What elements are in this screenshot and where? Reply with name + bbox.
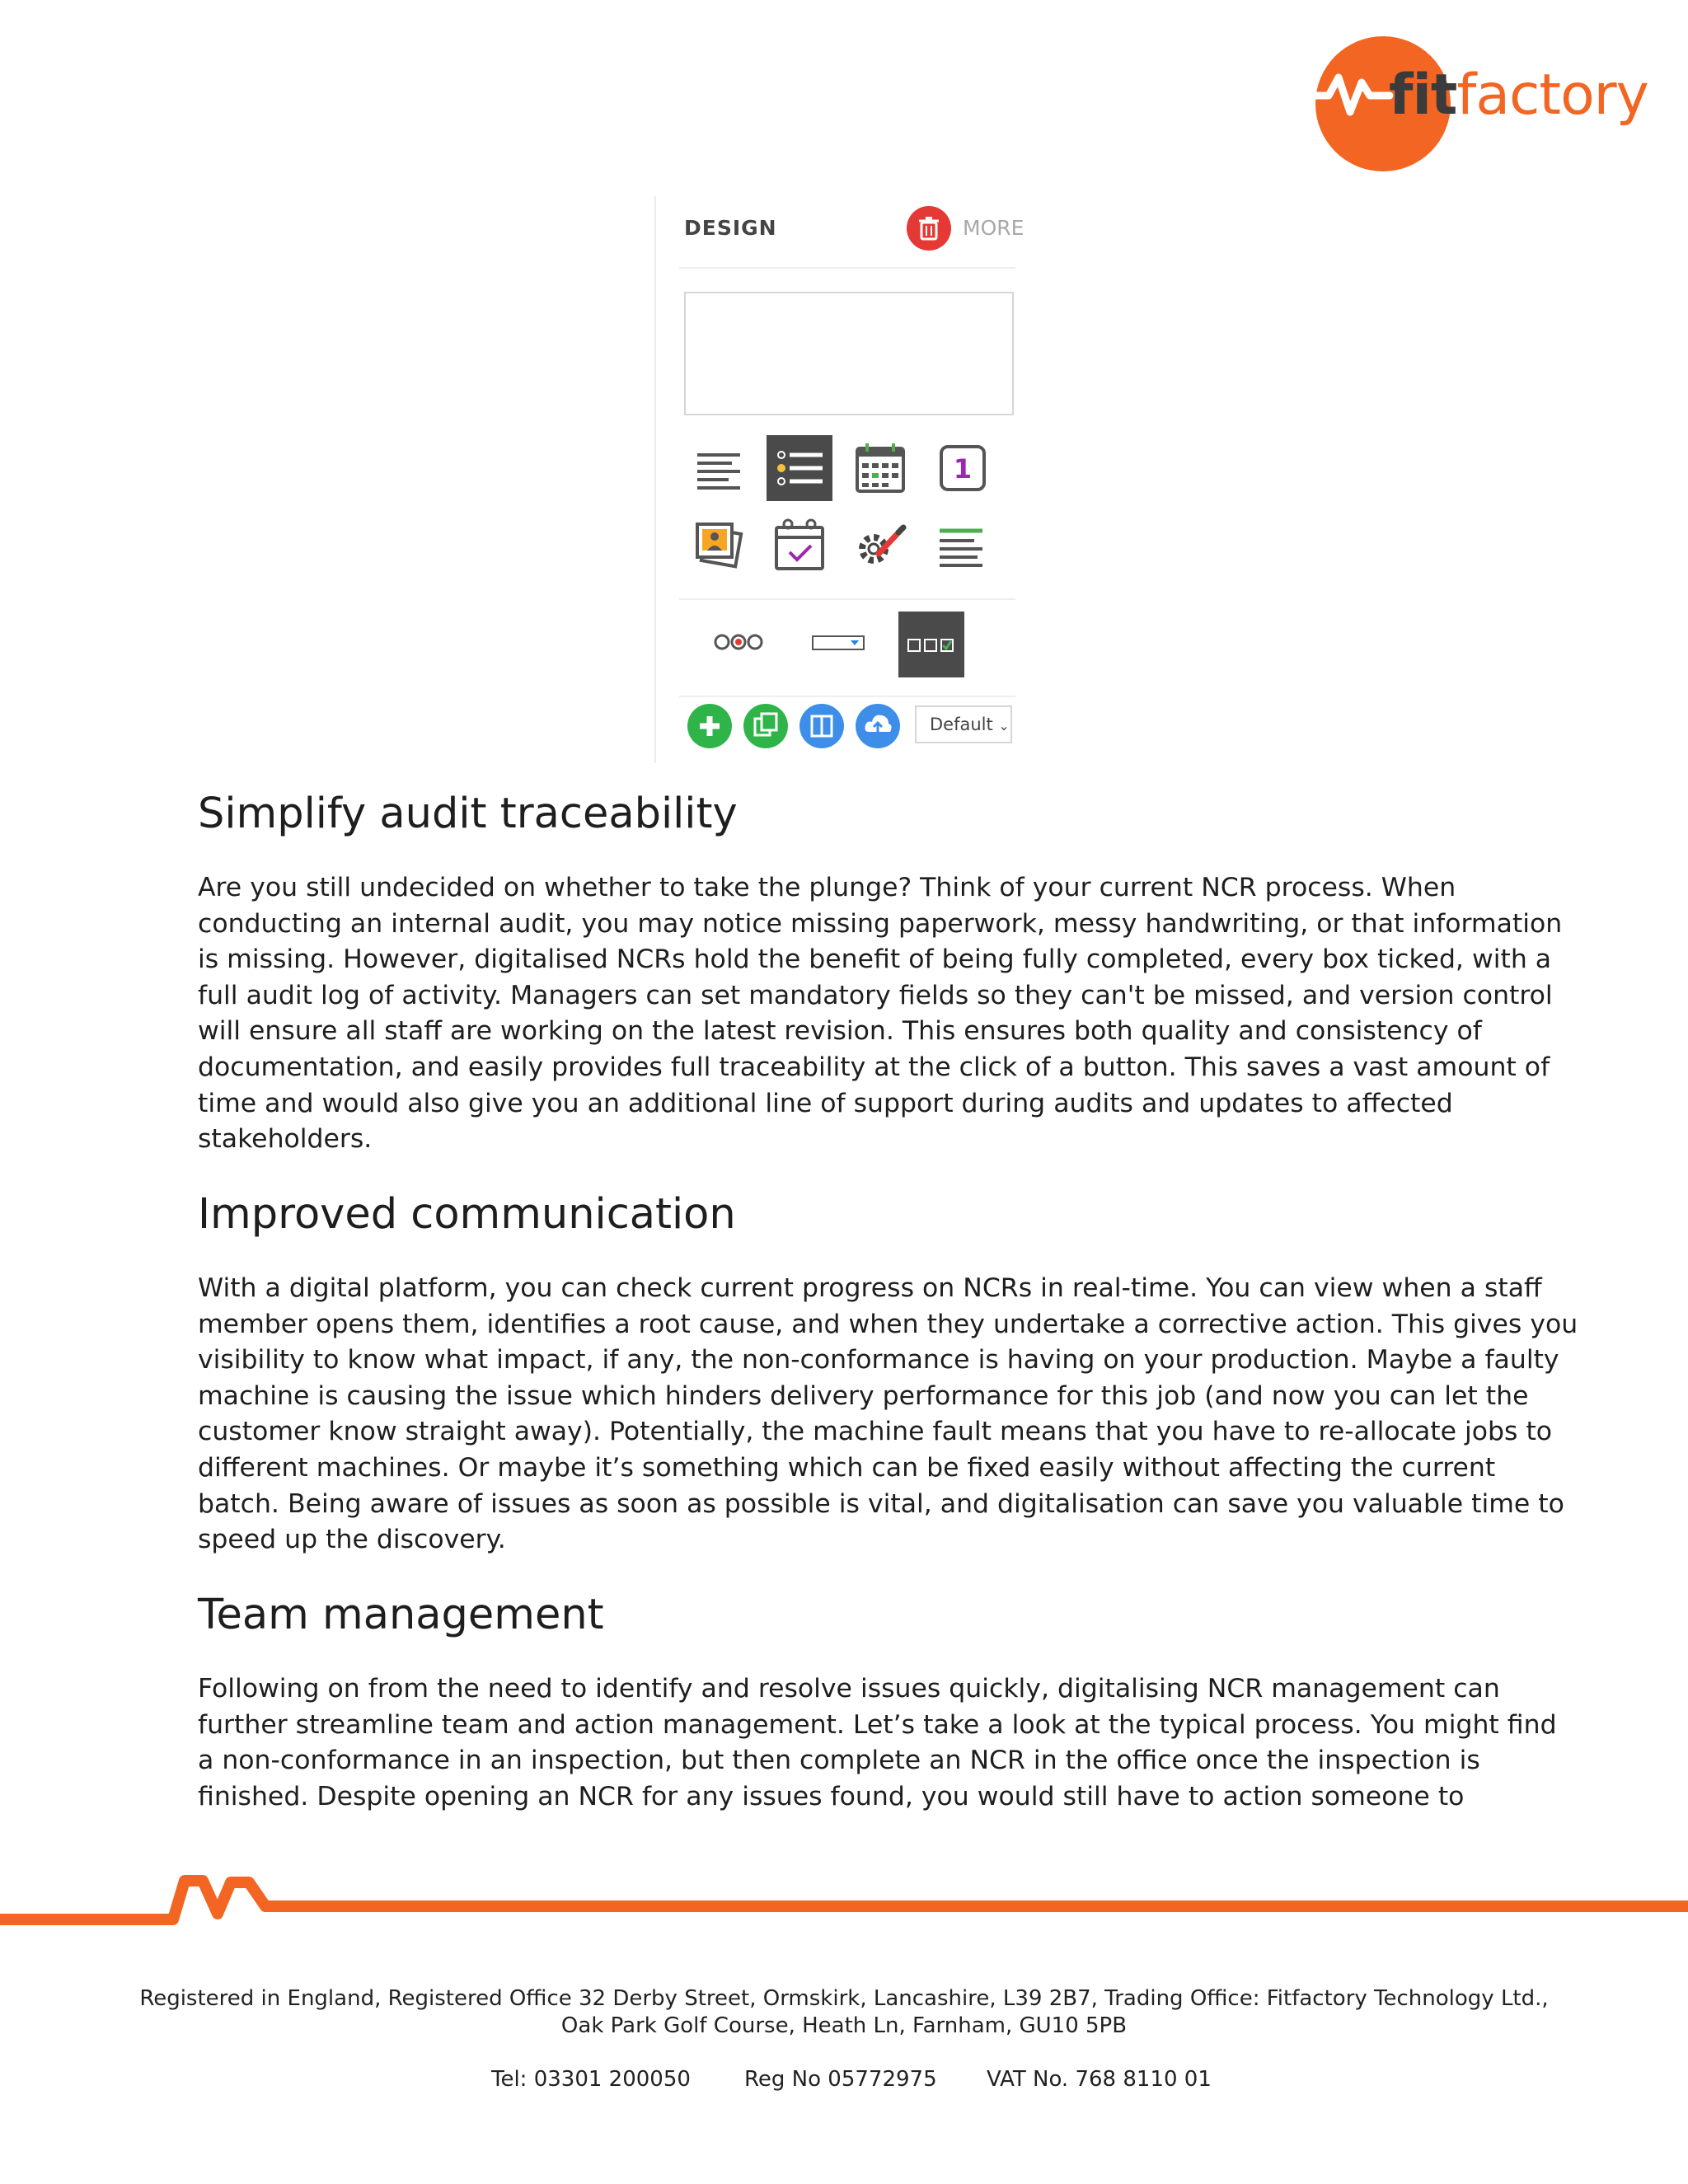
duplicate-button[interactable] [743, 704, 788, 748]
controls-divider [679, 696, 1015, 697]
header-divider [679, 267, 1015, 269]
calendar-icon [847, 435, 913, 501]
paragraph-line: stakeholders. [198, 1124, 373, 1155]
section-paragraph-team [198, 1671, 1557, 1815]
paragraph-line: full audit log of activity. Managers can set mandatory fields so they can't be missed, and version control [198, 980, 1553, 1010]
upload-button[interactable] [856, 704, 900, 748]
paragraph-line: conducting an internal audit, you may notice missing paperwork, messy handwriting, or that information [198, 908, 1563, 939]
radio-options-control[interactable] [712, 630, 765, 658]
paragraph-line: a non-conformance in an inspection, but then complete an NCR in the office once the inspection is [198, 1746, 1480, 1776]
section-heading-team: Team management [198, 1591, 604, 1639]
upload-icon [856, 704, 900, 748]
logo-fit-text: fit [1389, 63, 1457, 128]
checkbox-group-control[interactable] [898, 612, 964, 677]
footer-address-line-2: Oak Park Golf Course, Heath Ln, Farnham, GU10 5PB [560, 2013, 1128, 2038]
number-box-value: 1 [953, 453, 973, 485]
text-lines-icon [686, 435, 752, 501]
paragraph-line: With a digital platform, you can check current progress on NCRs in real-time. You can view when a staff [198, 1273, 1542, 1303]
paragraph-line: finished. Despite opening an NCR for any issues found, you would still have to action someone to [198, 1781, 1465, 1811]
book-icon [799, 704, 844, 748]
settings-edit-icon [847, 513, 913, 579]
green-lines-icon [928, 513, 994, 579]
checkbox-group-icon [898, 612, 964, 677]
logo-wordmark [1389, 63, 1648, 128]
checklist-tool[interactable] [767, 435, 832, 501]
paragraph-line: machine is causing the issue which hinders delivery performance for this job (and now you can let the [198, 1380, 1529, 1411]
footer-tel: Tel: 03301 200050 [491, 2067, 691, 2092]
date-check-icon [767, 513, 832, 579]
date-check-tool[interactable] [767, 513, 832, 579]
fitfactory-logo [1311, 36, 1657, 176]
paragraph-line: speed up the discovery. [198, 1525, 506, 1555]
paragraph-line: time and would also give you an additional line of support during audits and updates to affected [198, 1088, 1453, 1118]
footer-vat: VAT No. 768 8110 01 [987, 2067, 1212, 2092]
book-button[interactable] [799, 704, 844, 748]
delete-button[interactable] [907, 206, 951, 251]
more-link[interactable]: MORE [963, 216, 1025, 240]
section-paragraph-communication [198, 1271, 1578, 1558]
paragraph-line: documentation, and easily provides full traceability at the click of a button. This saves a vast amount of [198, 1052, 1550, 1082]
trash-icon [907, 206, 951, 251]
green-lines-tool[interactable] [928, 513, 994, 579]
photos-tool[interactable] [686, 513, 752, 579]
default-select[interactable] [915, 705, 1012, 743]
paragraph-line: further streamline team and action management. Let’s take a look at the typical process. You might find [198, 1709, 1557, 1740]
dropdown-control[interactable] [811, 633, 865, 656]
footer-wave-line [0, 1854, 1688, 1929]
paragraph-line: customer know straight away). Potentially, the machine fault means that you have to re-allocate jobs to [198, 1417, 1553, 1447]
design-canvas[interactable] [684, 292, 1014, 415]
panel-divider [654, 196, 656, 763]
section-heading-communication: Improved communication [198, 1190, 736, 1239]
paragraph-line: visibility to know what impact, if any, the non-conformance is having on your production. Maybe a faulty [198, 1345, 1559, 1376]
number-box-icon [928, 435, 994, 501]
design-panel [654, 196, 1025, 763]
settings-edit-tool[interactable] [847, 513, 913, 579]
dropdown-icon [811, 633, 865, 653]
panel-title: DESIGN [684, 216, 777, 240]
paragraph-line: will ensure all staff are working on the latest revision. This ensures both quality and consistency of [198, 1016, 1482, 1047]
chevron-down-icon: ⌄ [998, 718, 1010, 733]
paragraph-line: member opens them, identifies a root cause, and when they undertake a corrective action. This gives you [198, 1309, 1578, 1339]
paragraph-line: Following on from the need to identify and resolve issues quickly, digitalising NCR management can [198, 1674, 1500, 1704]
radio-options-icon [712, 630, 765, 654]
paragraph-line: different machines. Or maybe it’s something which can be fixed easily without affecting the current [198, 1452, 1496, 1483]
checklist-icon [767, 435, 832, 501]
add-button[interactable] [687, 704, 732, 748]
default-select-label: Default [930, 715, 993, 734]
paragraph-line: is missing. However, digitalised NCRs hold the benefit of being fully completed, every box ticked, with a [198, 944, 1552, 975]
text-lines-tool[interactable] [686, 435, 752, 501]
duplicate-icon [743, 704, 788, 748]
photos-icon [686, 513, 752, 579]
add-icon [687, 704, 732, 748]
section-paragraph-traceability [198, 870, 1563, 1158]
number-tool[interactable] [928, 435, 994, 501]
calendar-tool[interactable] [847, 435, 913, 501]
paragraph-line: Are you still undecided on whether to take the plunge? Think of your current NCR process. When [198, 873, 1456, 902]
footer-reg: Reg No 05772975 [744, 2067, 937, 2092]
logo-factory-text: factory [1456, 63, 1648, 128]
section-heading-traceability: Simplify audit traceability [198, 790, 738, 838]
paragraph-line: batch. Being aware of issues as soon as possible is vital, and digitalisation can save you valuable time to [198, 1488, 1564, 1519]
tools-divider [679, 598, 1015, 600]
footer-address-line-1: Registered in England, Registered Office 32 Derby Street, Ormskirk, Lancashire, L39 2B7, Trading Office: Fitfactory Technology Ltd., [139, 1986, 1549, 2011]
